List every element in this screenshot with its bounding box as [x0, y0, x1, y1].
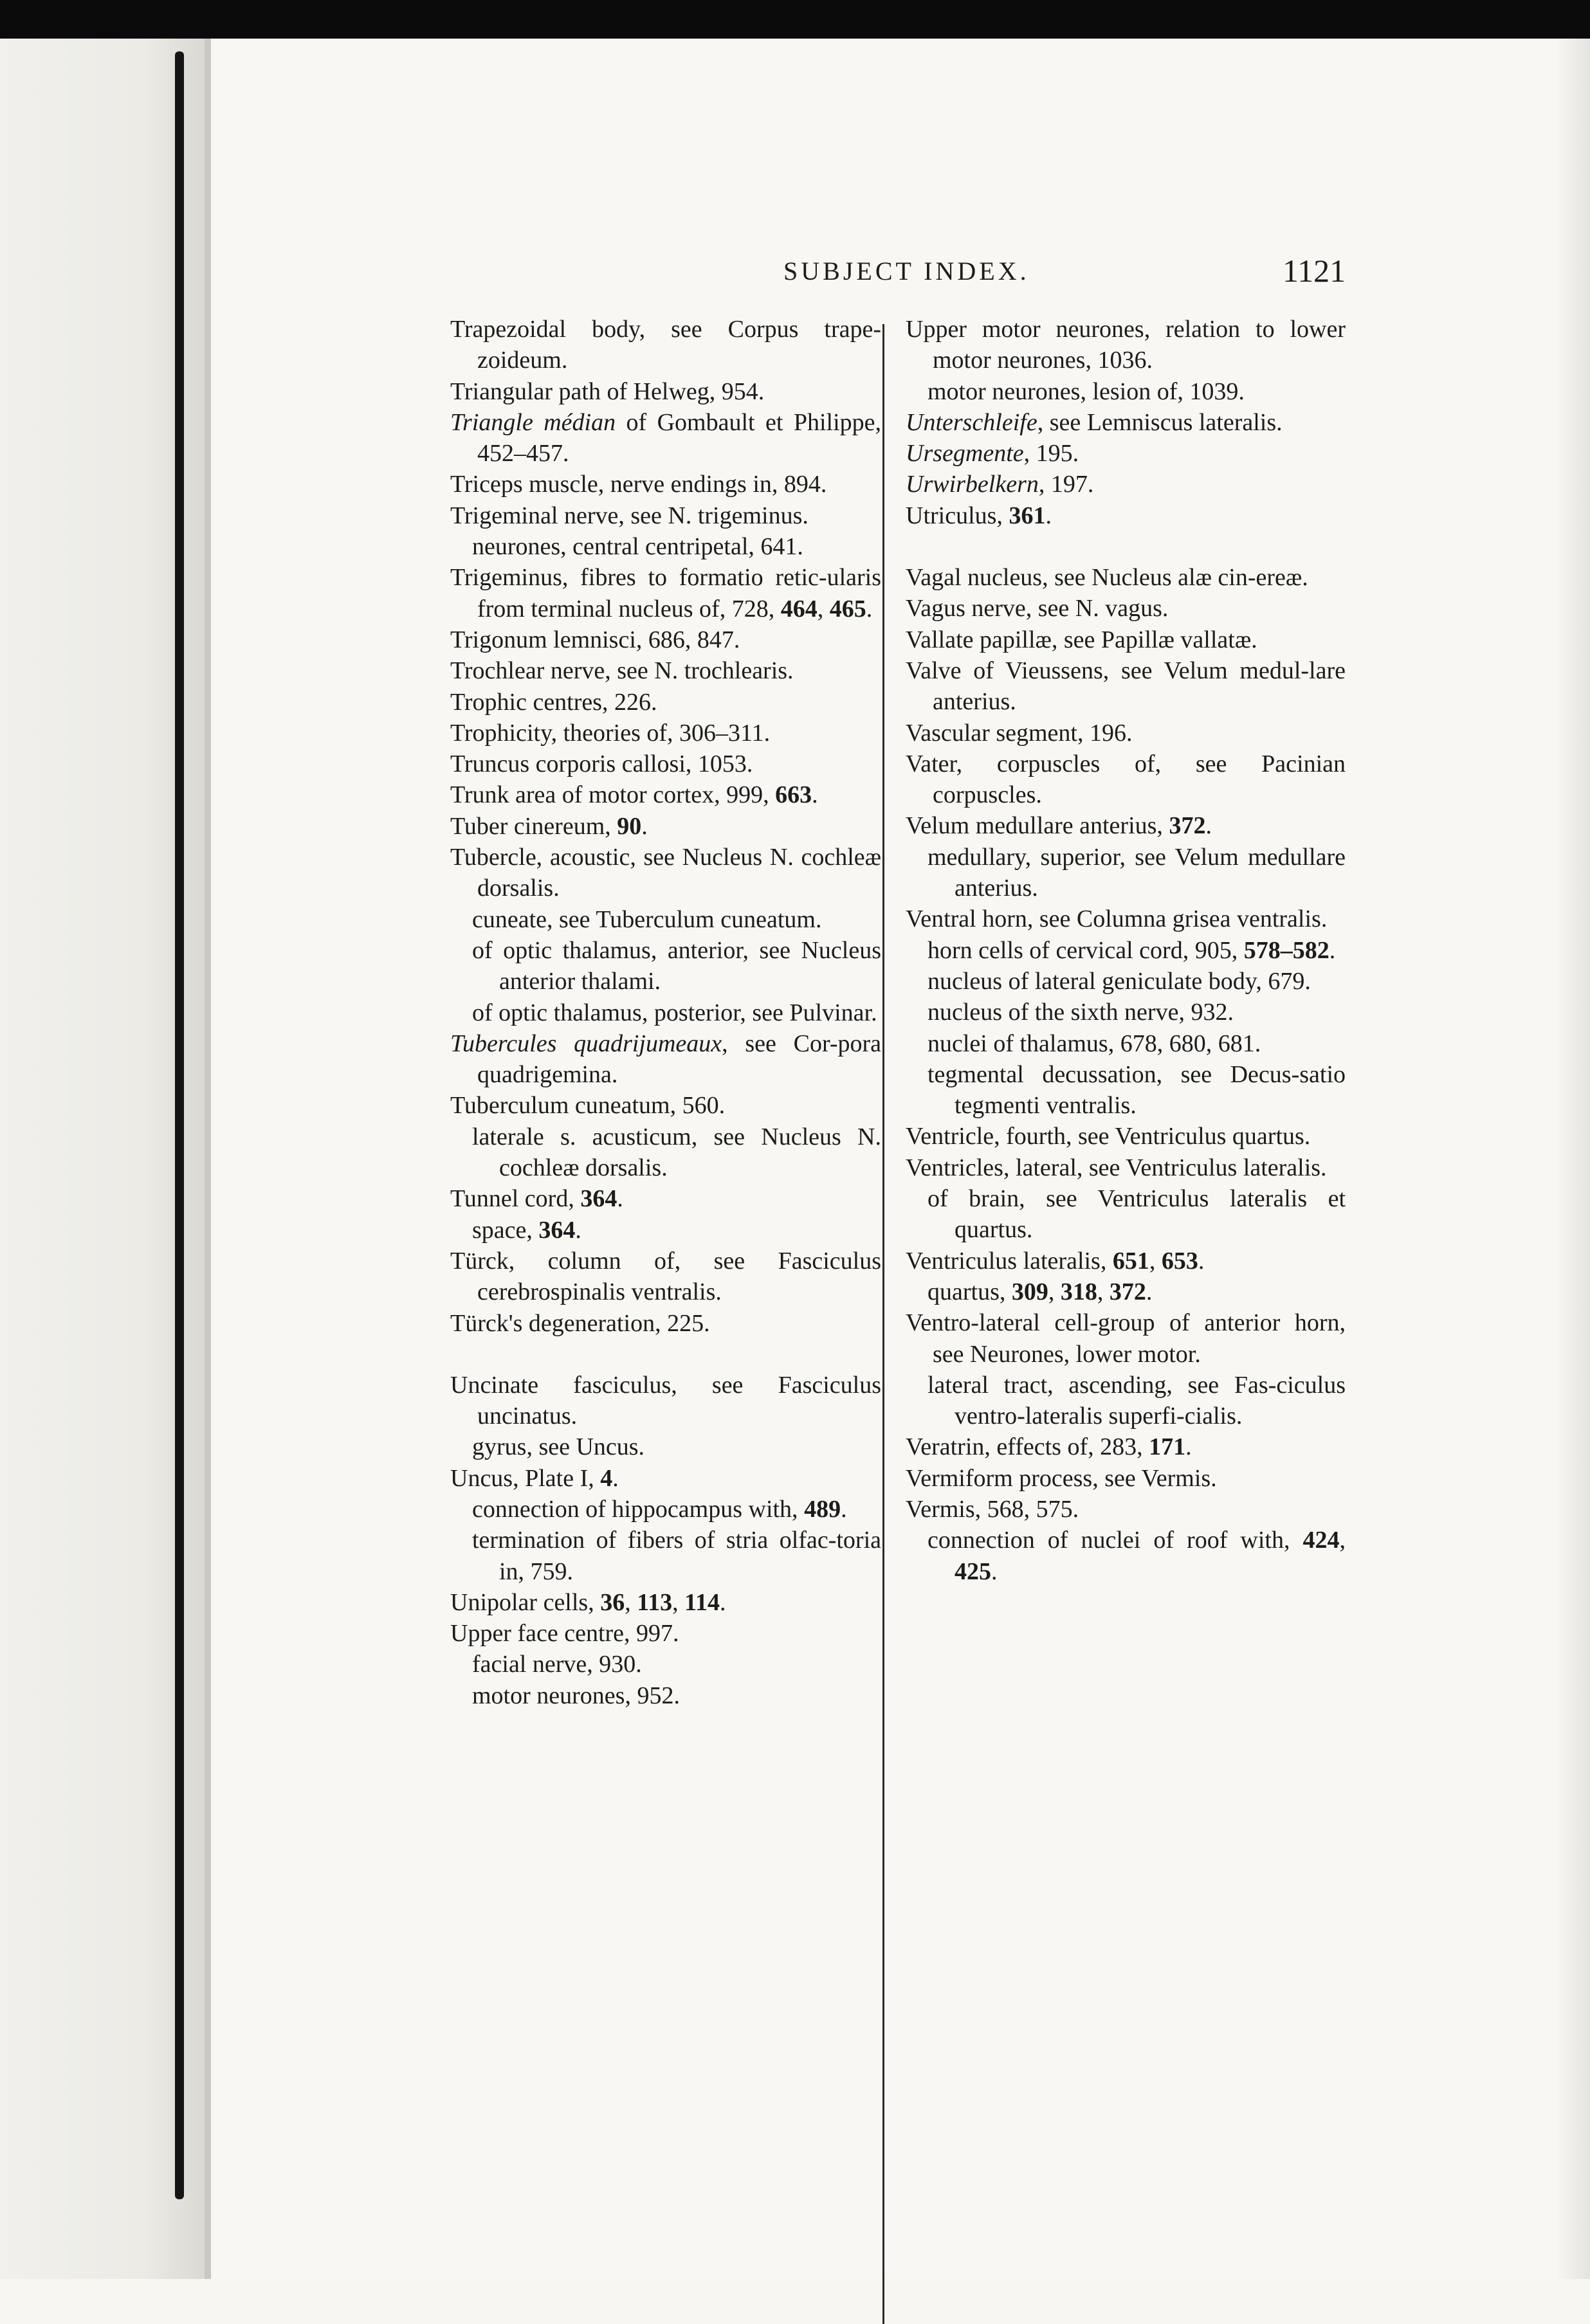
entry-text: Triceps muscle, nerve endings in, 894. [450, 471, 827, 498]
index-entry [906, 1152, 1346, 1183]
index-entry [450, 314, 881, 376]
entry-text: , [1048, 1278, 1061, 1305]
foreign-term: Urwirbelkern [906, 471, 1039, 498]
index-entry [450, 1246, 881, 1308]
index-entry [450, 1463, 881, 1494]
index-subentry [906, 966, 1346, 997]
page-reference-bold: 364 [580, 1185, 617, 1213]
entry-text: of optic thalamus, anterior, see Nucleus anterior thalami. [472, 936, 881, 995]
index-entry [450, 407, 881, 469]
index-subentry [450, 904, 881, 935]
entry-text: . [1146, 1278, 1153, 1305]
index-subentry [450, 1431, 881, 1462]
page-reference-bold: 4 [600, 1464, 613, 1492]
index-entry [906, 749, 1346, 811]
entry-text: tegmental decussation, see Decus-satio tegmenti ventralis. [928, 1060, 1346, 1120]
entry-text: facial nerve, 930. [472, 1651, 642, 1678]
page-reference-bold: 663 [775, 781, 812, 809]
entry-text: . [1185, 1433, 1192, 1461]
page-reference-bold: 489 [804, 1495, 841, 1523]
page-number: 1121 [1283, 253, 1346, 289]
index-entry [450, 811, 881, 842]
page-reference-bold: 90 [617, 812, 642, 840]
entry-text: motor neurones, lesion of, 1039. [928, 377, 1245, 405]
entry-text: . [812, 781, 818, 809]
entry-text: connection of hippocampus with, [472, 1495, 805, 1523]
index-entry [906, 903, 1346, 934]
index-subentry [906, 997, 1346, 1028]
entry-text: . [1329, 936, 1336, 964]
index-entry [450, 718, 881, 749]
entry-text: nucleus of lateral geniculate body, 679. [928, 967, 1311, 995]
foreign-term: Ursegmente [906, 440, 1024, 468]
index-entry [906, 718, 1346, 749]
index-entry [450, 842, 881, 904]
index-subentry [450, 1680, 881, 1711]
index-entry [450, 1028, 881, 1091]
index-entry [450, 1183, 881, 1214]
entry-text: Ventricles, lateral, see Ventriculus lateralis. [906, 1154, 1327, 1181]
entry-text: Veratrin, effects of, 283, [906, 1433, 1149, 1461]
entry-text: Upper face centre, 997. [450, 1620, 679, 1648]
index-entry [906, 1121, 1346, 1152]
running-head: SUBJECT INDEX. [783, 257, 1030, 286]
entry-text: Trigonum lemnisci, 686, 847. [450, 626, 740, 653]
index-entry [450, 562, 881, 624]
foreign-term: Tubercules quadrijumeaux [450, 1030, 722, 1057]
index-column-left [450, 314, 881, 1711]
page-reference-bold: 424 [1302, 1527, 1340, 1554]
index-subentry [906, 1183, 1346, 1246]
entry-text: Vater, corpuscles of, see Pacinian corpuscles. [906, 750, 1346, 809]
index-entry [450, 376, 881, 407]
index-entry [450, 1308, 881, 1339]
entry-text: Truncus corporis callosi, 1053. [450, 750, 753, 778]
page-reference-bold: 114 [684, 1588, 720, 1616]
page-reference-bold: 425 [955, 1557, 991, 1585]
entry-text: termination of fibers of stria olfac-toria in, 759. [472, 1527, 881, 1585]
page-reference-bold: 372 [1169, 812, 1206, 840]
index-subentry [450, 1215, 881, 1246]
index-subentry [450, 1649, 881, 1680]
entry-text: Trochlear nerve, see N. trochlearis. [450, 657, 794, 685]
entry-text: Triangular path of Helweg, 954. [450, 377, 765, 405]
entry-text: Türck's degeneration, 225. [450, 1309, 710, 1337]
index-entry [450, 687, 881, 718]
foreign-term: Unterschleife [906, 408, 1037, 436]
entry-text: Trunk area of motor cortex, 999, [450, 781, 776, 809]
entry-text: Ventral horn, see Columna grisea ventralis. [906, 905, 1328, 933]
scan-top-border [0, 0, 1590, 39]
letter-section-gap [450, 1339, 881, 1370]
index-entry [906, 1463, 1346, 1494]
index-subentry [906, 935, 1346, 966]
foreign-term: Triangle médian [450, 408, 616, 436]
entry-text: of optic thalamus, posterior, see Pulvinar. [472, 999, 877, 1026]
entry-text: . [641, 812, 648, 840]
page-reference-bold: 361 [1009, 502, 1046, 529]
entry-text: Tubercle, acoustic, see Nucleus N. cochleæ dorsalis. [450, 844, 881, 902]
index-entry [450, 1090, 881, 1121]
index-entry [906, 810, 1346, 841]
index-entry [906, 655, 1346, 718]
entry-text: . [841, 1495, 847, 1523]
index-subentry [450, 531, 881, 562]
entry-text: . [575, 1216, 581, 1244]
entry-text: laterale s. acusticum, see Nucleus N. cochleæ dorsalis. [472, 1123, 881, 1182]
entry-text: Trophic centres, 226. [450, 688, 657, 716]
index-subentry [450, 1525, 881, 1587]
page-reference-bold: 113 [637, 1588, 673, 1616]
book-page [212, 39, 1590, 2279]
entry-text: of brain, see Ventriculus lateralis et quartus. [928, 1185, 1346, 1244]
entry-text: . [720, 1588, 726, 1616]
index-entry [906, 469, 1346, 500]
entry-text: quartus, [928, 1278, 1012, 1305]
page-reference-bold: 372 [1109, 1278, 1146, 1305]
index-entry [906, 1307, 1346, 1370]
entry-text: horn cells of cervical cord, 905, [928, 936, 1244, 964]
entry-text: Türck, column of, see Fasciculus cerebrospinalis ventralis. [450, 1247, 881, 1306]
page-reference-bold: 309 [1011, 1278, 1048, 1305]
index-entry [906, 438, 1346, 469]
entry-text: gyrus, see Uncus. [472, 1433, 645, 1461]
page-reference-bold: 318 [1060, 1278, 1097, 1305]
entry-text: . [612, 1464, 619, 1492]
entry-text: , see Lemniscus lateralis. [1037, 408, 1283, 436]
entry-text: of Gombault et Philippe, 452–457. [477, 408, 881, 468]
entry-text: Tuberculum cuneatum, 560. [450, 1092, 726, 1120]
index-entry [450, 749, 881, 779]
entry-text: Vagus nerve, see N. vagus. [906, 595, 1169, 622]
page-reference-bold: 465 [829, 595, 866, 622]
entry-text: Valve of Vieussens, see Velum medul-lare anterius. [906, 657, 1346, 716]
entry-text: Vagal nucleus, see Nucleus alæ cin-ereæ. [906, 564, 1308, 592]
entry-text: Upper motor neurones, relation to lower motor neurones, 1036. [906, 316, 1346, 374]
index-entry [450, 624, 881, 655]
index-subentry [906, 1059, 1346, 1121]
entry-text: Uncus, Plate I, [450, 1464, 601, 1492]
entry-text: Trigeminus, fibres to formatio retic-ularis from terminal nucleus of, 728, [450, 564, 881, 622]
entry-text: Vermiform process, see Vermis. [906, 1464, 1217, 1492]
index-column-right [906, 314, 1346, 1587]
entry-text: Utriculus, [906, 502, 1009, 529]
column-divider [882, 324, 884, 2324]
entry-text: Velum medullare anterius, [906, 812, 1169, 840]
index-subentry [906, 1028, 1346, 1059]
entry-text: space, [472, 1216, 539, 1244]
entry-text: . [991, 1557, 998, 1585]
entry-text: Ventriculus lateralis, [906, 1247, 1113, 1275]
entry-text: Trapezoidal body, see Corpus trape-zoideum. [450, 316, 881, 374]
entry-text: . [1205, 812, 1212, 840]
index-subentry [450, 1494, 881, 1525]
entry-text: nucleus of the sixth nerve, 932. [928, 999, 1234, 1026]
entry-text: . [617, 1185, 623, 1213]
index-entry [450, 1618, 881, 1649]
index-subentry [906, 376, 1346, 407]
entry-text: Unipolar cells, [450, 1588, 601, 1616]
page-reference-bold: 651 [1112, 1247, 1149, 1275]
index-entry [906, 593, 1346, 624]
entry-text: nuclei of thalamus, 678, 680, 681. [928, 1030, 1261, 1057]
index-entry [450, 655, 881, 686]
page-reference-bold: 653 [1161, 1247, 1198, 1275]
entry-text: , [1097, 1278, 1110, 1305]
entry-text: Tuber cinereum, [450, 812, 617, 840]
entry-text: , 197. [1038, 471, 1094, 498]
entry-text: Vermis, 568, 575. [906, 1495, 1079, 1523]
index-entry [450, 469, 881, 500]
index-entry [450, 1370, 881, 1432]
entry-text: . [866, 595, 873, 622]
entry-text: motor neurones, 952. [472, 1682, 680, 1709]
entry-text: , [672, 1588, 685, 1616]
entry-text: Trigeminal nerve, see N. trigeminus. [450, 502, 809, 529]
page-reference-bold: 464 [780, 595, 818, 622]
index-entry [450, 1587, 881, 1618]
index-subentry [450, 1121, 881, 1184]
page-reference-bold: 578–582 [1243, 936, 1330, 964]
entry-text: . [1045, 502, 1052, 529]
entry-text: lateral tract, ascending, see Fas-ciculus ventro-lateralis superfi-cialis. [928, 1371, 1346, 1430]
entry-text: Tunnel cord, [450, 1185, 581, 1213]
binding-gutter [175, 51, 184, 2199]
entry-text: neurones, central centripetal, 641. [472, 533, 803, 561]
entry-text: Uncinate fasciculus, see Fasciculus uncinatus. [450, 1371, 881, 1430]
entry-text: , [1339, 1527, 1346, 1554]
index-subentry [450, 997, 881, 1028]
index-entry [906, 1246, 1346, 1276]
index-entry [906, 562, 1346, 593]
entry-text: Vallate papillæ, see Papillæ vallatæ. [906, 626, 1257, 653]
index-entry [906, 624, 1346, 655]
index-subentry [450, 935, 881, 997]
entry-text: connection of nuclei of roof with, [928, 1527, 1303, 1554]
entry-text: cuneate, see Tuberculum cuneatum. [472, 905, 822, 933]
page-edge-shadow [205, 39, 211, 2279]
entry-text: Ventricle, fourth, see Ventriculus quartus. [906, 1123, 1311, 1150]
entry-text: . [1198, 1247, 1205, 1275]
index-entry [906, 1431, 1346, 1462]
index-entry [906, 500, 1346, 531]
index-entry [450, 500, 881, 531]
index-subentry [906, 1370, 1346, 1432]
entry-text: , [1149, 1247, 1162, 1275]
entry-text: Ventro-lateral cell-group of anterior horn, see Neurones, lower motor. [906, 1309, 1346, 1368]
index-entry [450, 779, 881, 810]
index-subentry [906, 842, 1346, 904]
index-subentry [906, 1525, 1346, 1587]
index-entry [906, 1494, 1346, 1525]
entry-text: Vascular segment, 196. [906, 719, 1133, 747]
entry-text: , [625, 1588, 637, 1616]
page-right-edge [1555, 39, 1590, 2279]
entry-text: , see Cor-pora quadrigemina. [477, 1030, 882, 1089]
entry-text: , [817, 595, 830, 622]
page-reference-bold: 364 [538, 1216, 576, 1244]
index-subentry [906, 1276, 1346, 1307]
entry-text: , 195. [1023, 440, 1079, 468]
entry-text: medullary, superior, see Velum medullare anterius. [928, 843, 1346, 902]
index-entry [906, 314, 1346, 376]
entry-text: Trophicity, theories of, 306–311. [450, 719, 771, 747]
letter-section-gap [906, 531, 1346, 562]
page-reference-bold: 36 [600, 1588, 625, 1616]
index-entry [906, 407, 1346, 438]
page-reference-bold: 171 [1149, 1433, 1186, 1461]
